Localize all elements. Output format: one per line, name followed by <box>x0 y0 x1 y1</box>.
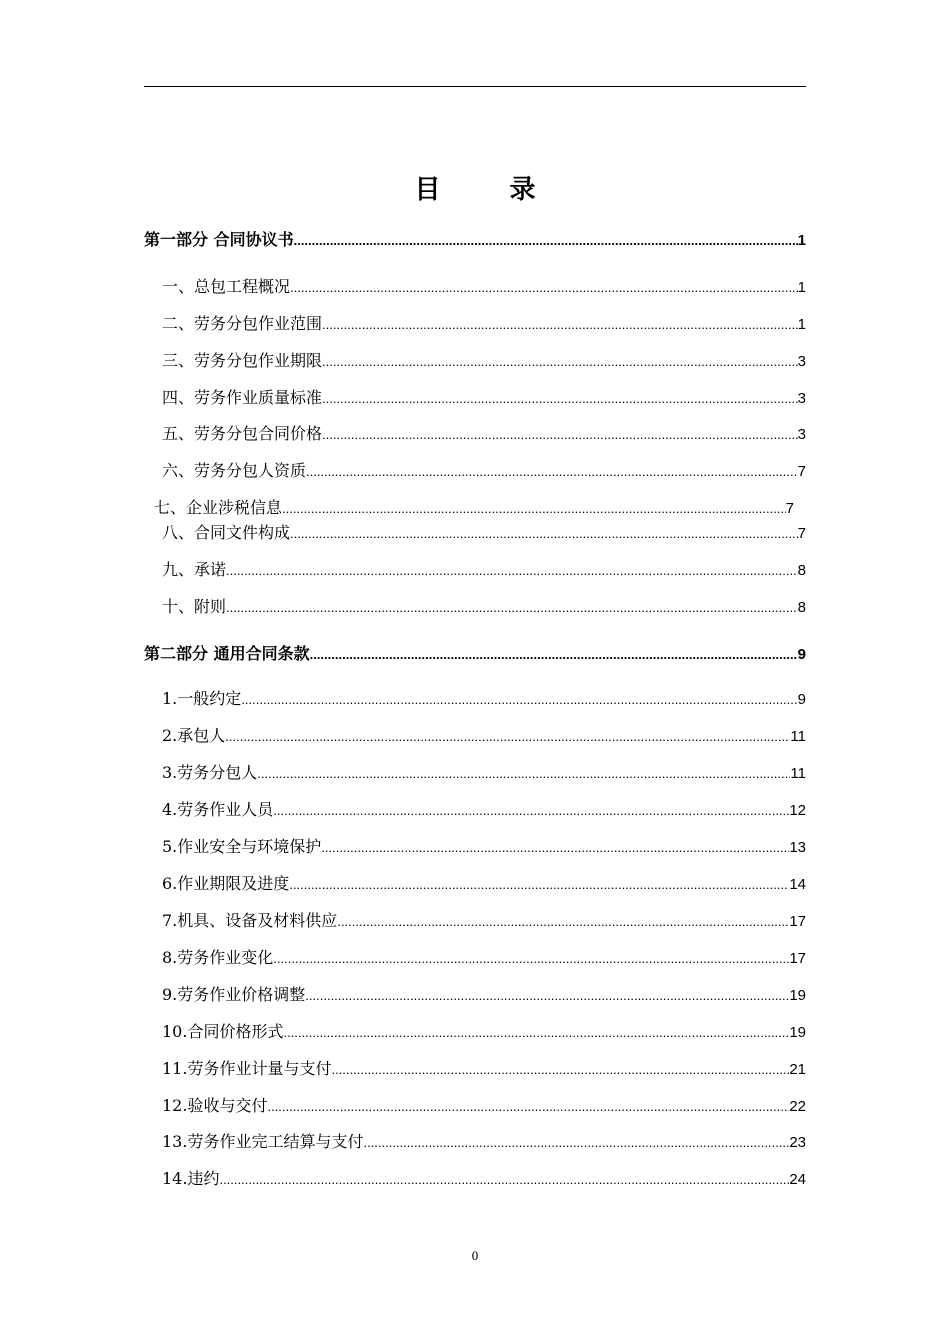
toc-entry-label: 7.机具、设备及材料供应 <box>162 911 338 930</box>
toc-leader <box>273 800 789 822</box>
toc-entry[interactable] <box>162 836 806 859</box>
toc-entry-page: 9 <box>797 691 806 708</box>
toc-leader <box>322 424 798 446</box>
toc-entry-label: 五、劳务分包合同价格 <box>162 424 323 443</box>
toc-entry-page: 12 <box>789 802 806 819</box>
toc-entry[interactable] <box>162 688 806 711</box>
toc-part-2[interactable] <box>144 643 806 666</box>
toc-leader <box>225 726 790 748</box>
toc-entry[interactable] <box>162 596 806 619</box>
toc-entry-page: 24 <box>789 1171 806 1188</box>
toc-leader <box>363 1132 789 1154</box>
toc-entry[interactable] <box>162 423 806 446</box>
toc-title: 目 录 <box>414 175 566 205</box>
toc-entry-page: 7 <box>797 525 806 542</box>
toc-entry-page: 7 <box>785 500 794 517</box>
toc-entry[interactable] <box>162 350 806 373</box>
toc-entry-page: 17 <box>789 950 806 967</box>
toc-entry-label: 二、劳务分包作业范围 <box>162 314 323 333</box>
toc-leader <box>282 498 786 520</box>
toc-leader <box>289 874 789 896</box>
toc-leader <box>322 314 798 336</box>
toc-entry-page: 7 <box>797 463 806 480</box>
toc-entry-page: 8 <box>797 562 806 579</box>
toc-entry-label: 1.一般约定 <box>162 689 242 708</box>
toc-leader <box>337 911 789 933</box>
toc-entry-label: 七、企业涉税信息 <box>154 498 283 517</box>
toc-entry-page: 22 <box>789 1098 806 1115</box>
toc-leader <box>294 230 798 252</box>
toc-entry-page: 3 <box>797 426 806 443</box>
toc-entry[interactable] <box>162 1058 806 1081</box>
toc-entry[interactable] <box>162 725 806 748</box>
toc-entry-page: 23 <box>789 1134 806 1151</box>
toc-entry[interactable] <box>162 1168 806 1191</box>
toc-leader <box>241 689 797 711</box>
toc-entry[interactable] <box>162 984 806 1007</box>
toc-leader <box>226 597 798 619</box>
toc-leader <box>331 1059 789 1081</box>
toc-leader <box>290 277 798 299</box>
header-rule <box>144 86 806 87</box>
toc-entry-label: 3.劳务分包人 <box>162 763 258 782</box>
toc-entry-label: 10.合同价格形式 <box>162 1022 284 1041</box>
toc-part-1[interactable] <box>144 229 806 252</box>
toc-entry-label: 6.作业期限及进度 <box>162 874 290 893</box>
toc-entry[interactable] <box>162 762 806 785</box>
toc-part-2-page: 9 <box>797 646 806 663</box>
toc-entry-label: 八、合同文件构成 <box>162 523 291 542</box>
toc-entry-label: 四、劳务作业质量标准 <box>162 388 323 407</box>
toc-entry[interactable] <box>162 947 806 970</box>
toc-entry-label: 8.劳务作业变化 <box>162 948 274 967</box>
toc-entry[interactable] <box>162 1131 806 1154</box>
toc-part-2-label: 第二部分 通用合同条款 <box>144 644 310 663</box>
toc-entry-label: 12.验收与交付 <box>162 1096 268 1115</box>
toc-entry-label: 9.劳务作业价格调整 <box>162 985 306 1004</box>
toc-entry-page: 1 <box>797 279 806 296</box>
toc-entry-label: 13.劳务作业完工结算与支付 <box>162 1132 364 1151</box>
toc-leader <box>305 985 789 1007</box>
toc-entry-label: 六、劳务分包人资质 <box>162 461 307 480</box>
toc-leader <box>306 461 798 483</box>
toc-leader <box>283 1022 789 1044</box>
toc-entry-label: 2.承包人 <box>162 726 226 745</box>
toc-leader <box>226 560 798 582</box>
toc-entry-page: 3 <box>797 390 806 407</box>
toc-entry[interactable] <box>162 522 806 545</box>
toc-part-1-page: 1 <box>797 232 806 249</box>
toc-entry-label: 11.劳务作业计量与支付 <box>162 1059 332 1078</box>
toc-entry-label: 14.违约 <box>162 1169 220 1188</box>
toc-entry-page: 1 <box>797 316 806 333</box>
toc-entry[interactable] <box>162 1095 806 1118</box>
toc-part-1-label: 第一部分 合同协议书 <box>144 230 294 249</box>
toc-entry-page: 13 <box>789 839 806 856</box>
toc-leader <box>321 837 789 859</box>
toc-entry[interactable] <box>162 387 806 410</box>
toc-entry-page: 14 <box>789 876 806 893</box>
toc-entry-label: 5.作业安全与环境保护 <box>162 837 322 856</box>
toc-leader <box>290 523 798 545</box>
toc-entry-label: 4.劳务作业人员 <box>162 800 274 819</box>
toc-leader <box>257 763 790 785</box>
toc-leader <box>322 351 798 373</box>
toc-leader <box>219 1169 789 1191</box>
toc-entry-label: 一、总包工程概况 <box>162 277 291 296</box>
toc-entry-page: 3 <box>797 353 806 370</box>
toc-entry[interactable] <box>154 497 794 520</box>
toc-entry[interactable] <box>162 910 806 933</box>
toc-entry-page: 11 <box>790 765 806 782</box>
toc-entry[interactable] <box>162 313 806 336</box>
toc-entry-page: 17 <box>789 913 806 930</box>
toc-entry[interactable] <box>162 1021 806 1044</box>
toc-entry-page: 19 <box>789 987 806 1004</box>
toc-leader <box>267 1096 789 1118</box>
toc-entry[interactable] <box>162 873 806 896</box>
toc-entry-label: 三、劳务分包作业期限 <box>162 351 323 370</box>
toc-leader <box>310 644 798 666</box>
toc-entry[interactable] <box>162 799 806 822</box>
toc-entry[interactable] <box>162 559 806 582</box>
toc-leader <box>273 948 789 970</box>
toc-leader <box>322 388 798 410</box>
footer-page-number: 0 <box>471 1248 479 1263</box>
toc-entry-page: 21 <box>789 1061 806 1078</box>
toc-entry-page: 11 <box>790 728 806 745</box>
toc-entry[interactable] <box>162 460 806 483</box>
toc-entry-page: 8 <box>797 599 806 616</box>
toc-entry[interactable] <box>162 276 806 299</box>
toc-entry-label: 九、承诺 <box>162 560 227 579</box>
toc-entry-label: 十、附则 <box>162 597 227 616</box>
toc-entry-page: 19 <box>789 1024 806 1041</box>
